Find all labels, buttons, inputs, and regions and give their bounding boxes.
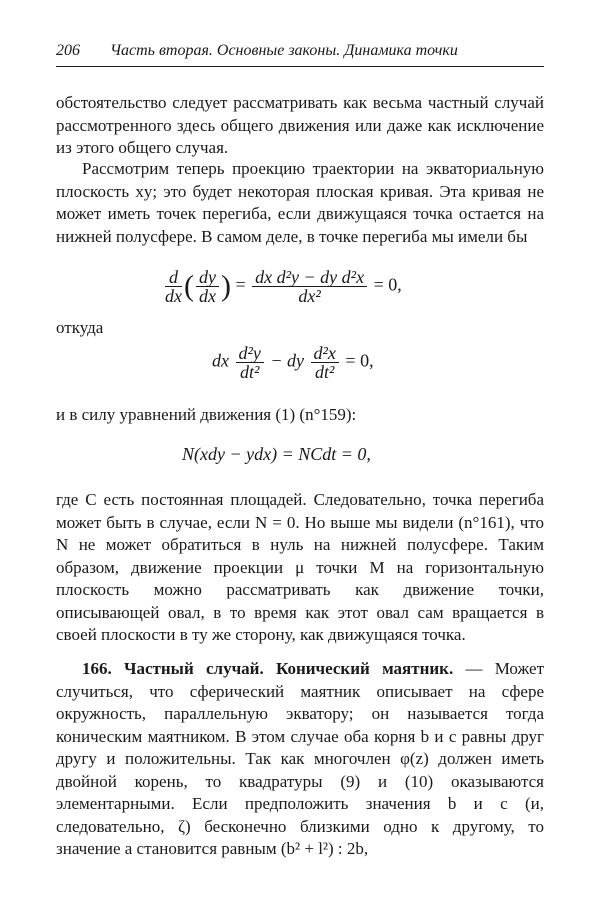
formula-inflection: $\frac{d}{dx}$ ( $\frac{dy}{dx}$ ) = $\frac{\text{dx d²y − dy d²x}}{\text{dx²}}$ = 0, — [165, 267, 402, 306]
section-title: 166. Частный случай. Конический маятник. — [82, 659, 454, 678]
paragraph-4 — [56, 658, 544, 861]
page-number: 206 — [56, 42, 80, 59]
header-rule — [56, 66, 544, 67]
fraction-dy-dx: $\frac{dy}{dx}$ — [196, 268, 219, 305]
label-otkuda: откуда — [56, 318, 104, 337]
paragraph-2: Рассмотрим теперь проекцию траектории на экваториальную плоскость xy; это будет некоторая плоская кривая. Эта кривая не может иметь точек перегиба, если движущаяся точка остается на нижней полусфере. В самом деле, в точке перегиба мы имели бы — [56, 159, 544, 246]
paragraph-1: обстоятельство следует рассматривать как весьма частный случай рассмотренного здесь общего движения или даже как исключение из этого общего случая. — [56, 93, 544, 157]
paragraph-3: где C есть постоянная площадей. Следовательно, точка перегиба может быть в случае, если N = 0. Но выше мы видели (n°161), что N не может обратиться в нуль на нижней полусфере. Таким образом, движение проекции μ точки M на горизонтальную плоскость можно рассматривать как движение точки, описывающей овал, в то время как этот овал сам вращается в своей плоскости в ту же сторону, как движущаяся точка. — [56, 490, 544, 644]
label-vsilu: и в силу уравнений движения (1) (n°159): — [56, 405, 357, 424]
formula-second: dx $\frac{\text{d²y}}{\text{dt²}}$ − dy $\frac{\text{d²x}}{\text{dt²}}$ = 0, — [212, 343, 374, 382]
fraction-rhs: $\frac{\text{dx d²y − dy d²x}}{\text{dx²}}$ — [252, 268, 367, 305]
fraction-d-dx: $\frac{d}{dx}$ — [165, 267, 182, 306]
formula-third: N(xdy − ydx) = NCdt = 0, — [182, 444, 371, 464]
page-header — [56, 42, 544, 60]
section-body: — Может случиться, что сферический маятник описывает на сфере окружность, параллельную экватору; он называется тогда коническим маятником. В этом случае оба корня b и c равны друг другу и положительны. Так как многочлен φ(z) должен иметь двойной корень, то квадратуры (9) и (10) оказываются элементарными. Если предположить значения b и c (и, следовательно, ζ) бесконечно близкими одно к другому, то значение a становится равным (b² + l²) : 2b, — [56, 659, 545, 858]
running-title: Часть вторая. Основные законы. Динамика точки — [110, 42, 458, 59]
